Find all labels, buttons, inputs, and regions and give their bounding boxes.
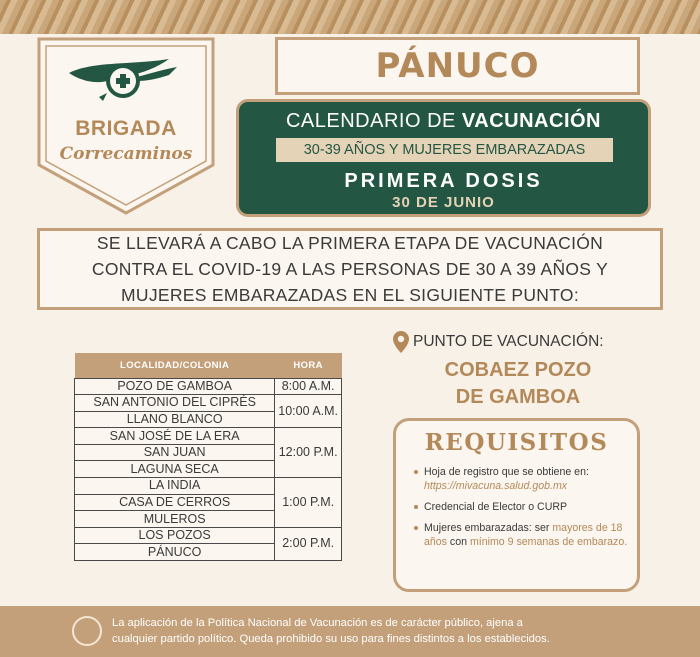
requirements-list bbox=[414, 465, 634, 556]
schedule-table bbox=[74, 353, 342, 561]
location-cell: LLANO BLANCO bbox=[75, 411, 275, 428]
municipality-box bbox=[275, 37, 640, 95]
requirements-box bbox=[393, 418, 640, 592]
decorative-top-band bbox=[0, 0, 700, 34]
table-header-row bbox=[75, 353, 342, 378]
time-cell: 2:00 P.M. bbox=[275, 527, 342, 560]
time-cell: 8:00 A.M. bbox=[275, 378, 342, 395]
table-row bbox=[75, 378, 342, 395]
location-cell: SAN JUAN bbox=[75, 444, 275, 461]
table-row bbox=[75, 527, 342, 544]
requirement-3-age: mayores de 18 años bbox=[424, 522, 623, 548]
footer-line-1: La aplicación de la Política Nacional de Vacunación es de carácter público, ajena a bbox=[112, 617, 523, 629]
badge-title: BRIGADA bbox=[75, 117, 177, 140]
column-header-location: LOCALIDAD/COLONIA bbox=[75, 353, 275, 378]
calendar-title-prefix: CALENDARIO DE bbox=[285, 110, 462, 132]
footer-line-2: cualquier partido político. Queda prohibido su uso para fines distintos a los establecidos. bbox=[112, 633, 550, 645]
calendar-title bbox=[239, 110, 648, 133]
table-row bbox=[75, 478, 342, 495]
age-group-strip: 30-39 AÑOS Y MUJERES EMBARAZADAS bbox=[276, 138, 613, 162]
location-cell: POZO DE GAMBOA bbox=[75, 378, 275, 395]
list-item: Credencial de Elector o CURP bbox=[414, 500, 634, 514]
announcement-line-1: SE LLEVARÁ A CABO LA PRIMERA ETAPA DE VACUNACIÓN bbox=[96, 233, 604, 253]
list-item bbox=[414, 465, 634, 493]
announcement-line-3: MUJERES EMBARAZADAS EN EL SIGUIENTE PUNTO: bbox=[121, 285, 579, 305]
location-cell: LAGUNA SECA bbox=[75, 461, 275, 478]
brigada-badge bbox=[37, 37, 215, 215]
site-name-line-2: DE GAMBOA bbox=[455, 386, 581, 408]
location-cell: LA INDIA bbox=[75, 478, 275, 495]
requirement-3-mid: con bbox=[446, 536, 470, 548]
announcement-line-2: CONTRA EL COVID-19 A LAS PERSONAS DE 30 A 39 AÑOS Y bbox=[91, 259, 609, 279]
requirement-3-text: Mujeres embarazadas: ser bbox=[424, 522, 553, 534]
footer-disclaimer bbox=[112, 615, 672, 647]
requirements-title: REQUISITOS bbox=[424, 429, 609, 456]
requirement-3-weeks: mínimo 9 semanas de embarazo. bbox=[469, 536, 628, 548]
announcement-box bbox=[37, 228, 663, 310]
time-cell: 12:00 P.M. bbox=[275, 428, 342, 478]
calendar-title-bold: VACUNACIÓN bbox=[461, 110, 601, 132]
calendar-box bbox=[236, 99, 651, 217]
location-cell: LOS POZOS bbox=[75, 527, 275, 544]
registration-link[interactable]: https://mivacuna.salud.gob.mx bbox=[424, 480, 568, 492]
vaccination-point-label bbox=[393, 330, 653, 354]
footer-band bbox=[0, 606, 700, 657]
column-header-time: HORA bbox=[275, 353, 342, 378]
table-row bbox=[75, 395, 342, 412]
badge-subtitle: Correcaminos bbox=[59, 144, 193, 164]
time-cell: 1:00 P.M. bbox=[275, 478, 342, 528]
list-item bbox=[414, 521, 634, 549]
location-cell: SAN JOSÉ DE LA ERA bbox=[75, 428, 275, 445]
dose-label: PRIMERA DOSIS bbox=[344, 170, 543, 192]
announcement-text bbox=[92, 230, 608, 308]
national-seal-icon bbox=[72, 616, 102, 646]
vaccination-point-text: PUNTO DE VACUNACIÓN: bbox=[413, 333, 604, 350]
location-cell: SAN ANTONIO DEL CIPRÉS bbox=[75, 395, 275, 412]
location-pin-icon bbox=[393, 331, 409, 353]
requirement-1-text: Hoja de registro que se obtiene en: bbox=[424, 466, 589, 478]
time-cell: 10:00 A.M. bbox=[275, 395, 342, 428]
vaccination-site-name bbox=[393, 357, 643, 411]
location-cell: MULEROS bbox=[75, 511, 275, 528]
site-name-line-1: COBAEZ POZO bbox=[444, 359, 592, 381]
location-cell: CASA DE CERROS bbox=[75, 494, 275, 511]
location-cell: PÁNUCO bbox=[75, 544, 275, 561]
municipality-title: PÁNUCO bbox=[375, 46, 540, 86]
dose-date: 30 DE JUNIO bbox=[392, 194, 495, 211]
table-row bbox=[75, 428, 342, 445]
